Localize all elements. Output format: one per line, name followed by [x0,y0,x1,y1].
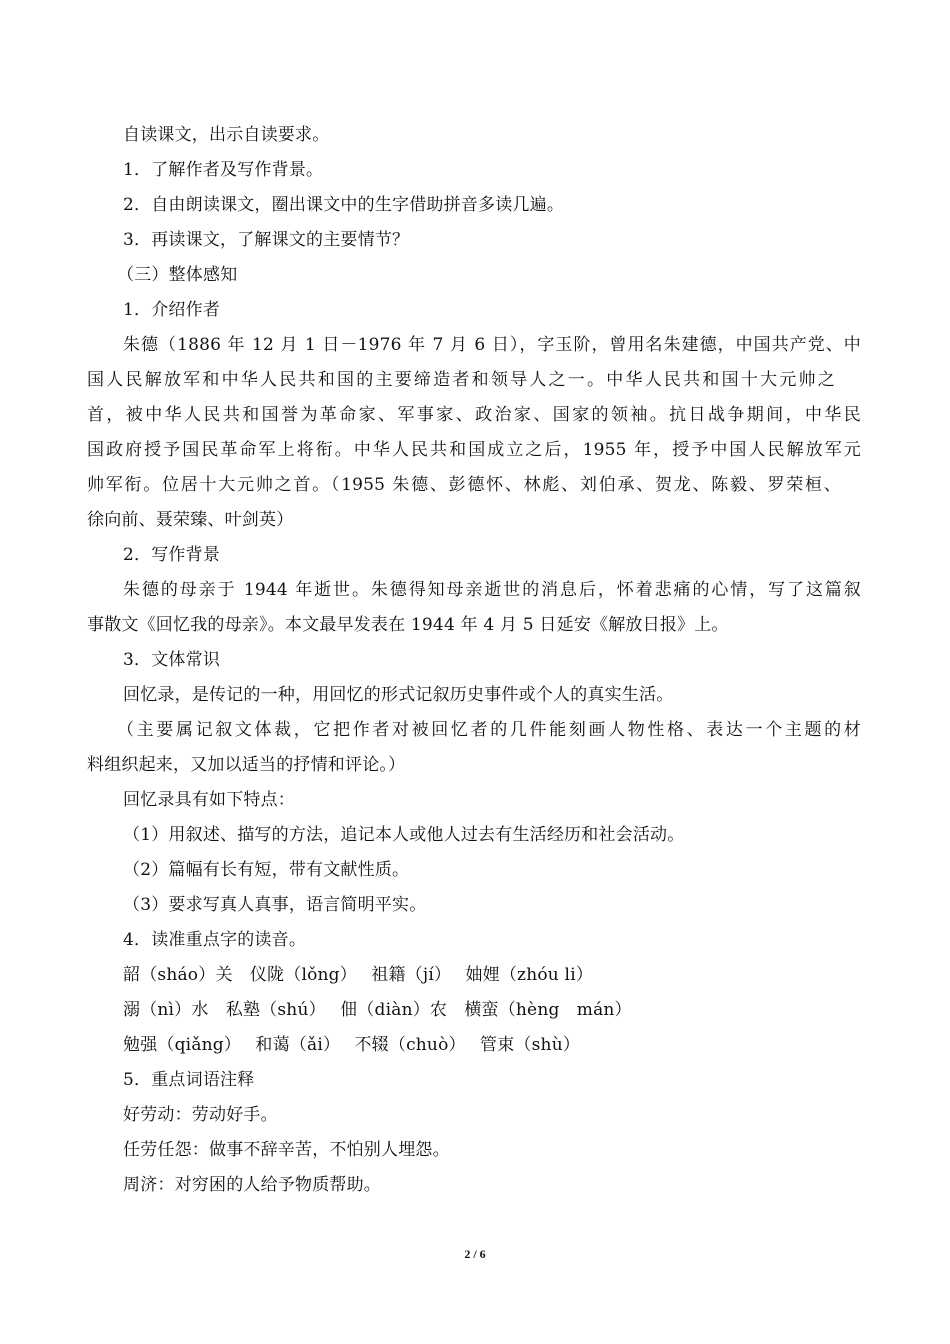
genre-paragraph-line: 料组织起来，又加以适当的抒情和评论。） [87,755,406,775]
author-paragraph-line: 帅军衔。位居十大元帅之首。（1955 朱德、彭德怀、林彪、刘伯承、贺龙、陈毅、罗荣桓、 [87,475,841,495]
author-paragraph-line: 徐向前、聂荣臻、叶剑英） [87,510,294,530]
requirement-3: 3．再读课文，了解课文的主要情节？ [123,230,410,250]
author-paragraph-line: 国政府授予国民革命军上将衔。中华人民共和国成立之后，1955 年，授予中国人民解放军元 [87,440,861,460]
author-paragraph-line: 首，被中华人民共和国誉为革命家、军事家、政治家、国家的领袖。抗日战争期间，中华民 [87,405,861,425]
heading-background: 2．写作背景 [123,545,221,565]
genre-paragraph-line: （主要属记叙文体裁，它把作者对被回忆者的几件能刻画人物性格、表达一个主题的材 [117,720,861,740]
author-paragraph-line: 国人民解放军和中华人民共和国的主要缔造者和领导人之一。中华人民共和国十大元帅之 [87,370,835,390]
requirement-2: 2．自由朗读课文，圈出课文中的生字借助拼音多读几遍。 [123,195,565,215]
feature-item-1: （1）用叙述、描写的方法，追记本人或他人过去有生活经历和社会活动。 [123,825,685,845]
genre-paragraph-line: 回忆录，是传记的一种，用回忆的形式记叙历史事件或个人的真实生活。 [123,685,674,705]
vocabulary-item-1: 好劳动：劳动好手。 [123,1105,278,1125]
pronunciation-line-1: 韶（sháo）关 仪陇（lǒng） 祖籍（jí） 妯娌（zhóu li） [123,965,594,985]
requirement-1: 1．了解作者及写作背景。 [123,160,324,180]
author-paragraph-line: 朱德（1886 年 12 月 1 日－1976 年 7 月 6 日），字玉阶，曾用名朱建德，中国共产党、中 [123,335,861,355]
section-heading-overall: （三）整体感知 [117,265,238,285]
feature-item-2: （2）篇幅有长有短，带有文献性质。 [123,860,410,880]
background-paragraph-line: 事散文《回忆我的母亲》。本文最早发表在 1944 年 4 月 5 日延安《解放日报》上。 [87,615,729,635]
background-paragraph-line: 朱德的母亲于 1944 年逝世。朱德得知母亲逝世的消息后，怀着悲痛的心情，写了这篇叙 [123,580,861,600]
heading-author: 1．介绍作者 [123,300,221,320]
pronunciation-line-3: 勉强（qiǎng） 和蔼（ǎi） 不辍（chuò） 管束（shù） [123,1035,581,1055]
page-number: 2 / 6 [464,1247,486,1261]
vocabulary-item-3: 周济：对穷困的人给予物质帮助。 [123,1175,381,1195]
heading-pronunciation: 4．读准重点字的读音。 [123,930,307,950]
vocabulary-item-2: 任劳任怨：做事不辞辛苦，不怕别人埋怨。 [123,1140,450,1160]
read-intro-line: 自读课文，出示自读要求。 [123,125,330,145]
feature-item-3: （3）要求写真人真事，语言简明平实。 [123,895,427,915]
pronunciation-line-2: 溺（nì）水 私塾（shú） 佃（diàn）农 横蛮（hèng mán） [123,1000,632,1020]
heading-genre: 3．文体常识 [123,650,221,670]
heading-vocabulary: 5．重点词语注释 [123,1070,255,1090]
genre-paragraph-line: 回忆录具有如下特点： [123,790,295,810]
